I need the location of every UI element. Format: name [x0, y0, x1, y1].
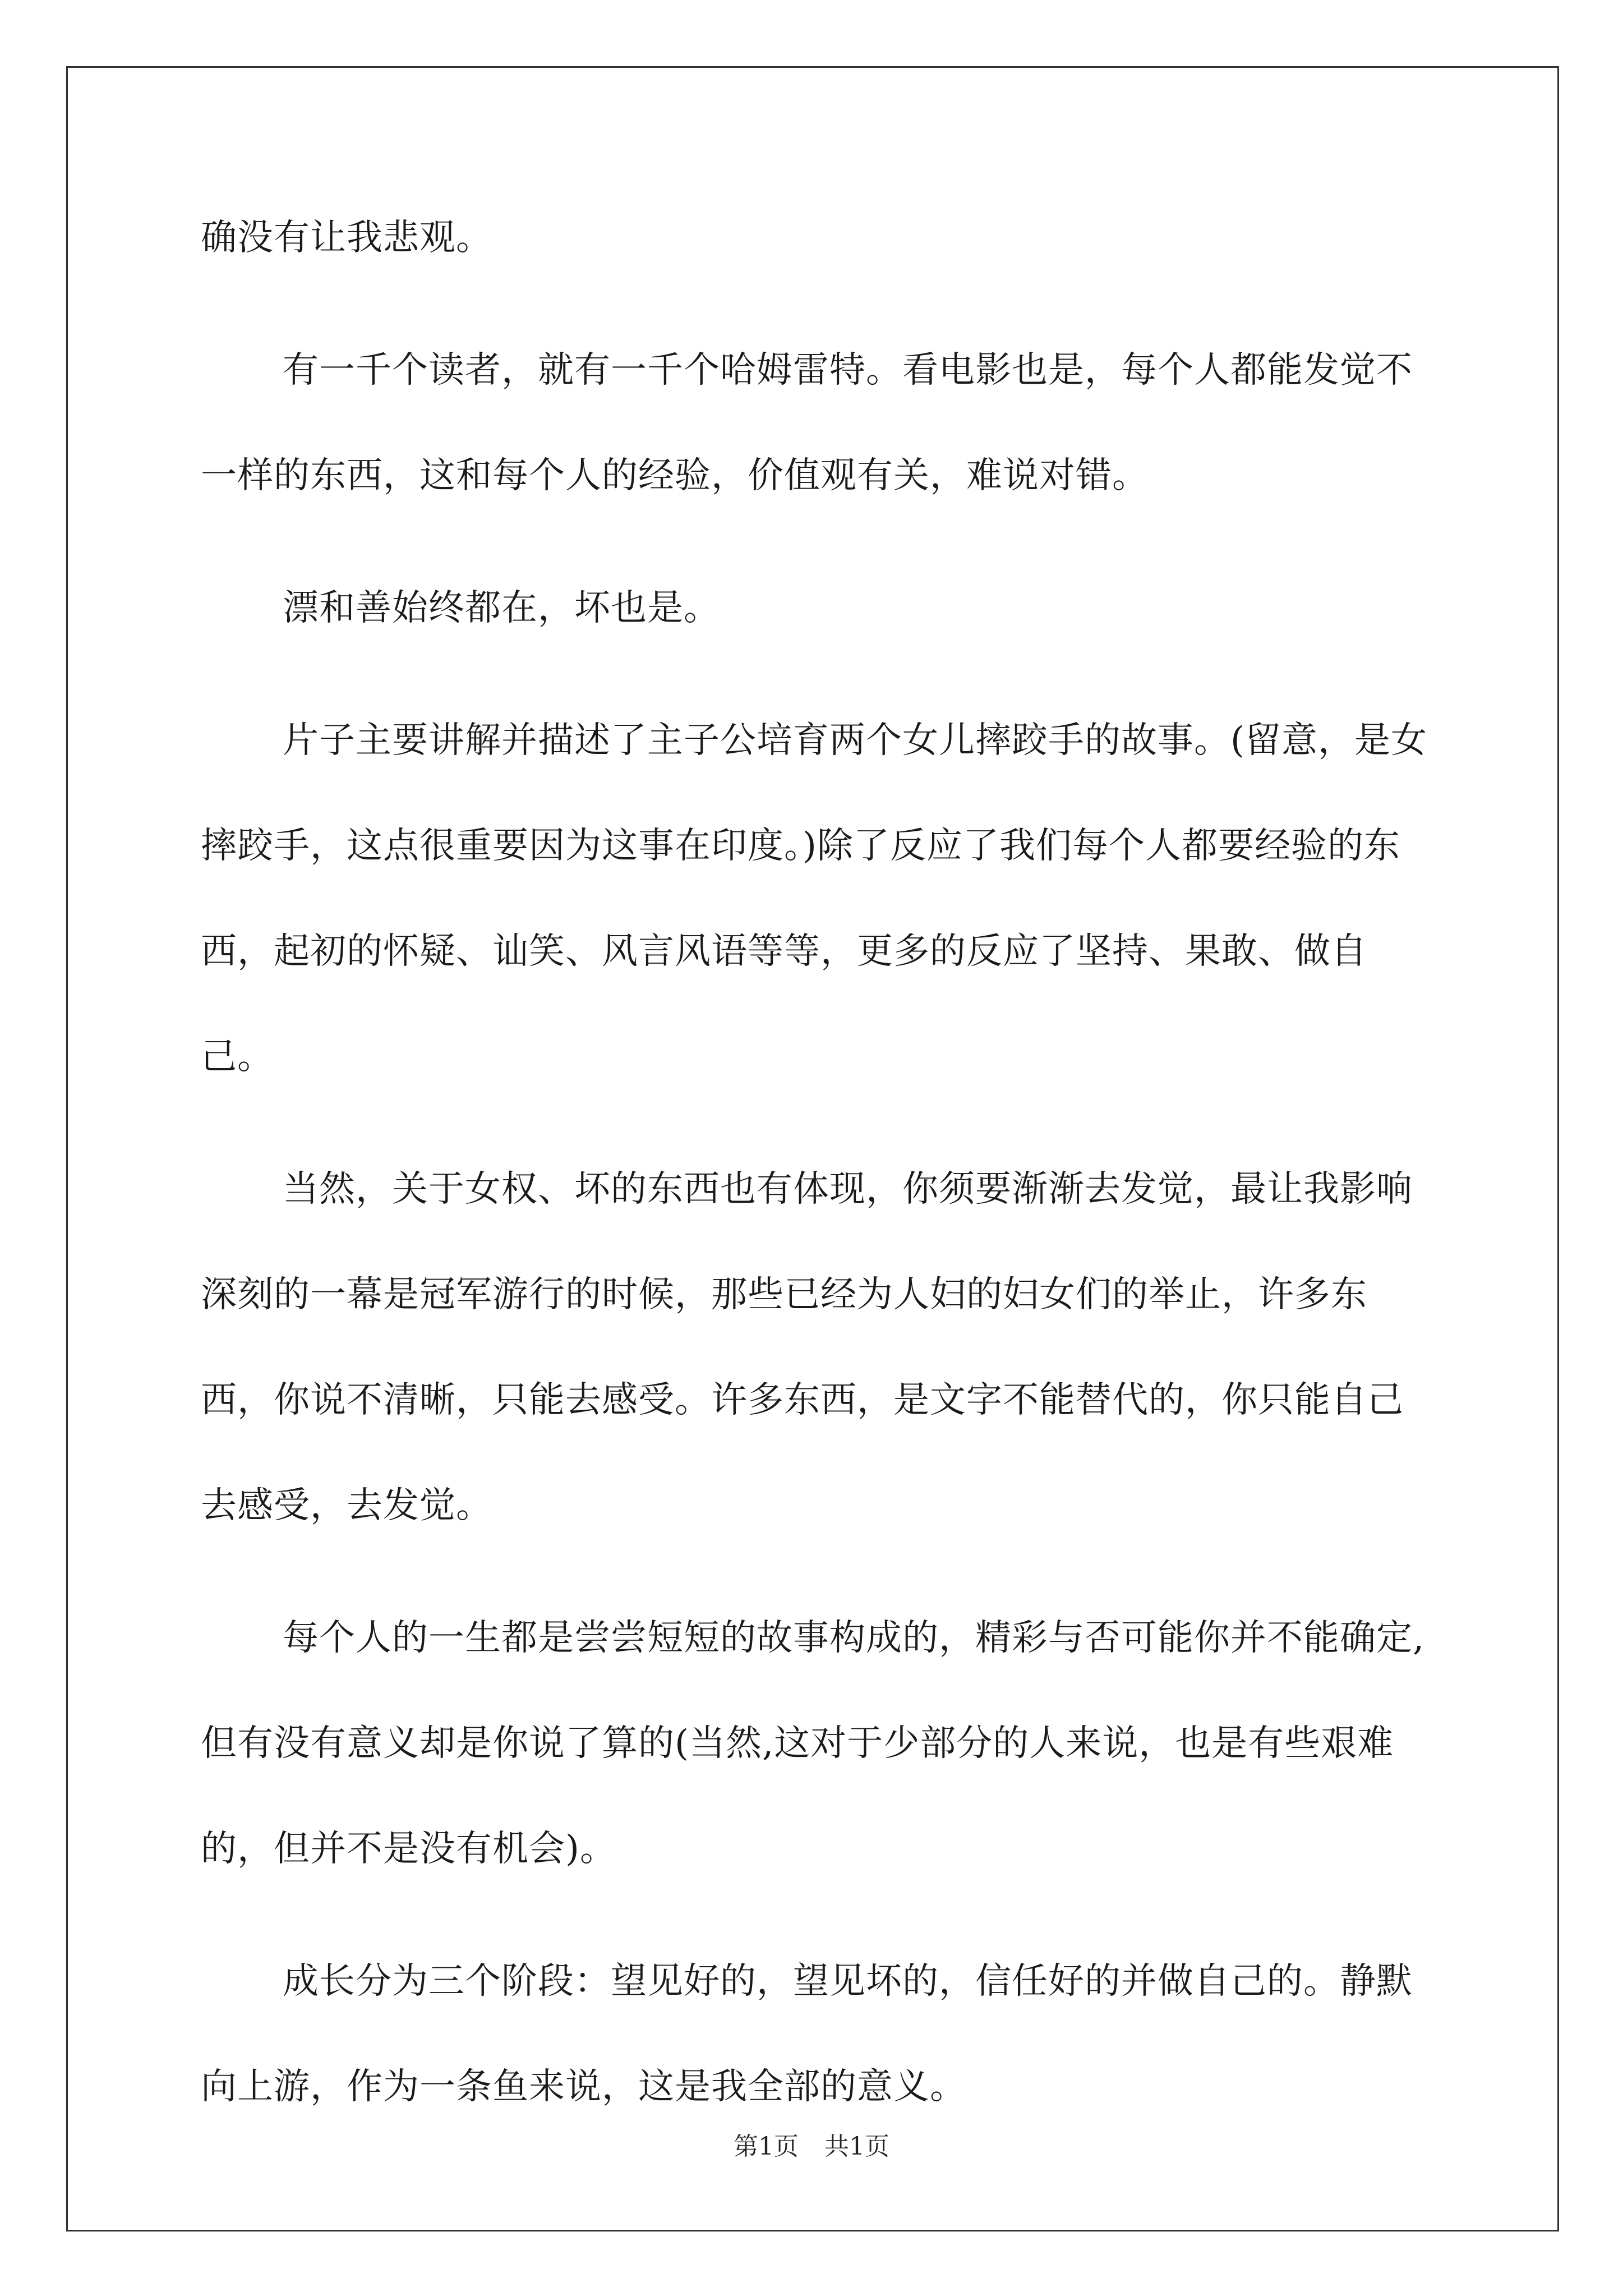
paragraph: 当然，关于女权、坏的东西也有体现，你须要渐渐去发觉，最让我影响深刻的一幕是冠军游行的时候，那些已经为人妇的妇女们的举止，许多东西，你说不清晰，只能去感受。许多东西，是文字不能替代的，你只能自己去感受，去发觉。 [201, 1168, 1413, 1526]
paragraph-continuation: 确没有让我悲观。 [201, 217, 492, 259]
paragraph: 成长分为三个阶段：望见好的，望见坏的，信任好的并做自己的。静默向上游，作为一条鱼来说，这是我全部的意义。 [201, 1961, 1413, 2108]
page-number: 第1页 [734, 2132, 799, 2161]
page-total: 共1页 [824, 2132, 889, 2161]
paragraph: 有一千个读者，就有一千个哈姆雷特。看电影也是，每个人都能发觉不一样的东西，这和每个人的经验，价值观有关，难说对错。 [201, 349, 1413, 496]
paragraph: 片子主要讲解并描述了主子公培育两个女儿摔跤手的故事。(留意，是女摔跤手，这点很重要因为这事在印度。)除了反应了我们每个人都要经验的东西，起初的怀疑、讪笑、风言风语等等，更多的反应了坚持、果敢、做自己。 [201, 720, 1427, 1078]
page-footer [0, 2126, 1623, 2162]
paragraph: 每个人的一生都是尝尝短短的故事构成的，精彩与否可能你并不能确定,但有没有意义却是你说了算的(当然,这对于少部分的人来说，也是有些艰难的，但并不是没有机会)。 [201, 1617, 1425, 1870]
paragraph: 漂和善始终都在，坏也是。 [283, 587, 720, 629]
document-body [201, 185, 1435, 2166]
